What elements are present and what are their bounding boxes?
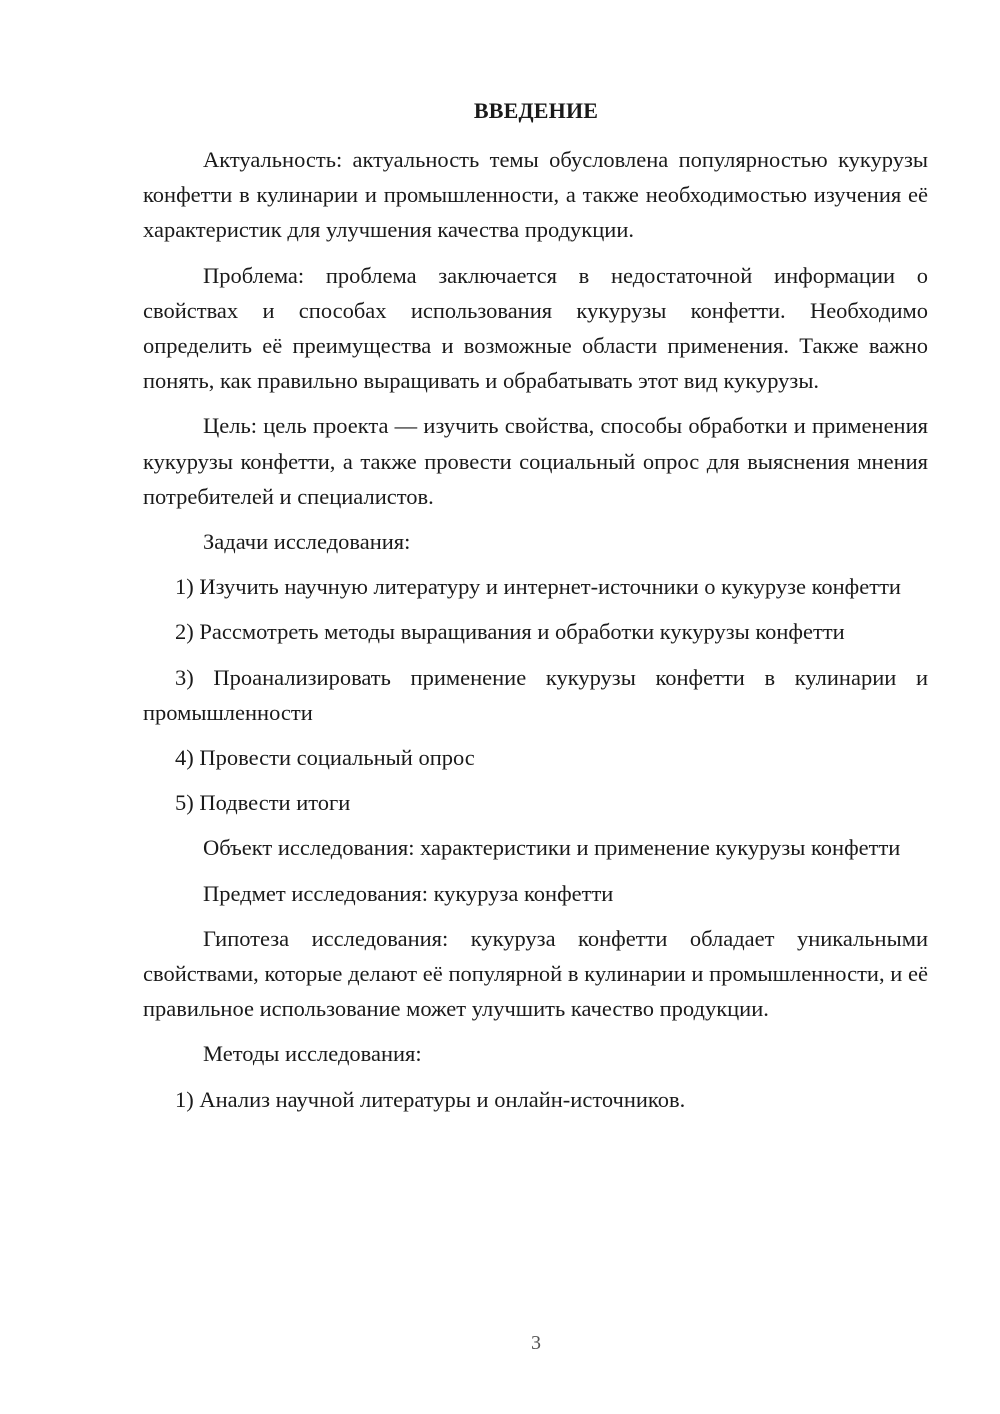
task-item: 3) Проанализировать применение кукурузы конфетти в кулинарии и промышленности bbox=[143, 664, 928, 725]
paragraph-goal: Цель: цель проекта — изучить свойства, способы обработки и применения кукурузы конфетти, а также провести социальный опрос для выяснения мнения потребителей и специалистов. bbox=[143, 413, 928, 509]
task-item: 4) Провести социальный опрос bbox=[175, 745, 475, 771]
paragraph-object: Объект исследования: характеристики и применение кукурузы конфетти bbox=[203, 835, 901, 861]
paragraph-relevance: Актуальность: актуальность темы обусловлена популярностью кукурузы конфетти в кулинарии и промышленности, а также необходимостью изучения её характеристик для улучшения качества продукции. bbox=[143, 147, 928, 243]
task-item: 1) Изучить научную литературу и интернет-источники о кукурузе конфетти bbox=[175, 574, 901, 600]
task-item: 2) Рассмотреть методы выращивания и обработки кукурузы конфетти bbox=[175, 619, 845, 645]
paragraph-problem: Проблема: проблема заключается в недостаточной информации о свойствах и способах использования кукурузы конфетти. Необходимо определить её преимущества и возможные области применения. Также важно понять, как правильно выращивать и обрабатывать этот вид кукурузы. bbox=[143, 262, 928, 394]
paragraph-hypothesis: Гипотеза исследования: кукуруза конфетти обладает уникальными свойствами, которые делают её популярной в кулинарии и промышленности, и её правильное использование может улучшить качество продукции. bbox=[143, 925, 928, 1022]
method-item: 1) Анализ научной литературы и онлайн-источников. bbox=[175, 1086, 686, 1112]
task-item: 5) Подвести итоги bbox=[175, 790, 351, 816]
tasks-heading: Задачи исследования: bbox=[203, 529, 411, 555]
document-body bbox=[143, 142, 928, 1127]
section-title: ВВЕДЕНИЕ bbox=[473, 98, 599, 123]
paragraph-subject: Предмет исследования: кукуруза конфетти bbox=[203, 880, 614, 906]
methods-heading: Методы исследования: bbox=[203, 1041, 422, 1067]
page-number: 3 bbox=[531, 1332, 541, 1354]
